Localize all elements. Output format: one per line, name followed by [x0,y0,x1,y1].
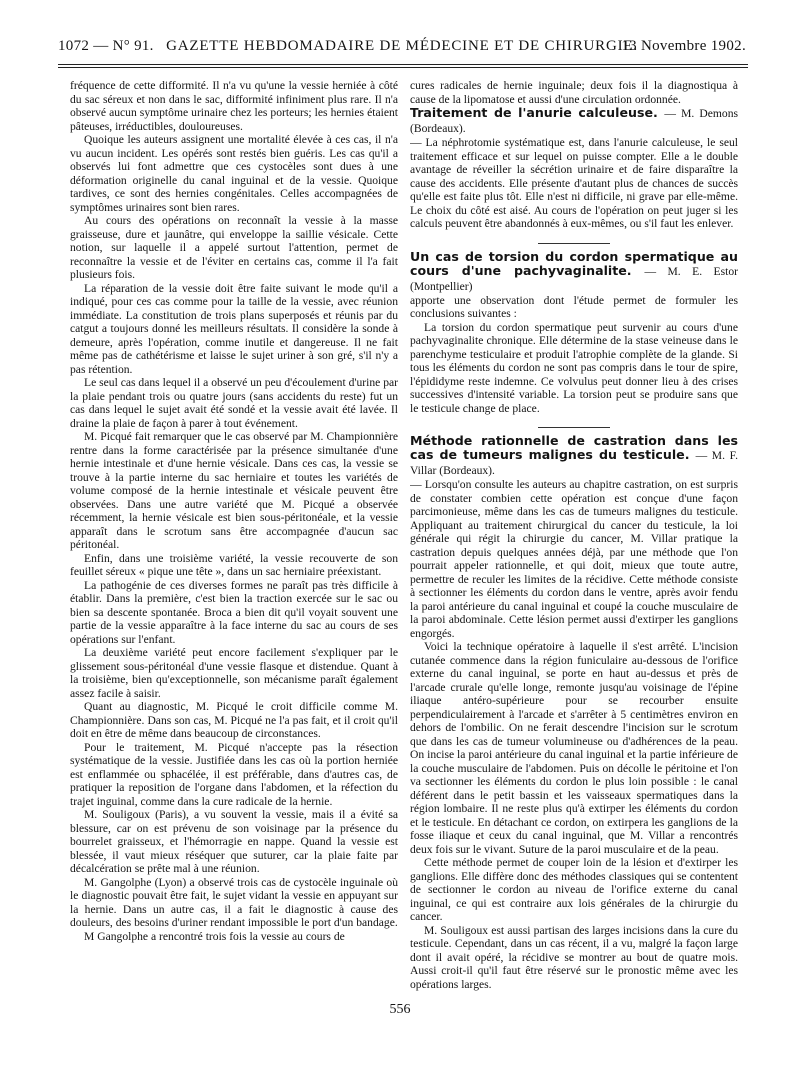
paragraph: Au cours des opérations on reconnaît la vessie à la masse graisseuse, dure et jaunâtre, qui enveloppe la saillie vésicale. Cette notion, sur laquelle il a appelé surtout l'attention, permet de reconnaître la vessie et de l'éviter en certains cas, comme il l'a fait plusieurs fois. [70,214,398,281]
section-divider [538,427,610,428]
right-column [410,79,738,1004]
article-title [410,434,738,478]
running-header [58,38,746,58]
paragraph: Le seul cas dans lequel il a observé un peu d'écoulement d'urine par la plaie pendant trois ou quatre jours (sans accidents du reste) fut un cas dans lequel le sujet avait été sondé et la vessie avait été lavée. Il draine la plaie de façon à parer à tout événement. [70,376,398,430]
section-divider [538,243,610,244]
article-title [410,106,738,136]
paragraph: M Gangolphe a rencontré trois fois la vessie au cours de [84,929,345,943]
paragraph: M. Picqué fait remarquer que le cas observé par M. Championnière rentre dans la forme caractérisée par la présence simultanée d'une hernie intestinale et d'une hernie vésicale. Dans ces cas, la vessie se trouve à la partie interne du sac herniaire et toutes les variétés de volume composé de la hernie intestinale et vésicale peuvent être observées. Dans une autre variété que M. Picqué a observée récemment, la hernie vésicale est bien sous-péritonéale, et la vessie apparaît dans le scrotum sans être accompagnée d'aucun sac péritonéal. [70,430,398,551]
header-rule [58,64,748,65]
paragraph: La deuxième variété peut encore facilement s'expliquer par le glissement sous-péritonéal d'une vessie flasque et distendue. Quant à la troisième, bien qu'exceptionnelle, son mécanisme paraît également assez facile à saisir. [70,646,398,700]
paragraph: apporte une observation dont l'étude permet de formuler les conclusions suivantes : [410,293,738,320]
paragraph: fréquence de cette difformité. Il n'a vu qu'une la vessie herniée à côté du sac séreux et non dans le sac, difformité infiniment plus rare. Il n'a observé aucun symptôme urinaire chez les porteurs; les hernies étaient pâteuses, irréductibles, douloureuses. [70,79,398,133]
article-heading: Un cas de torsion du cordon spermatique au cours d'une pachyvaginalite. [410,248,738,278]
paragraph: — Lorsqu'on consulte les auteurs au chapitre castration, on est surpris de constater combien cette opération est conçue d'une façon parcimonieuse, même dans les cas de tumeurs malignes du testicule. Appliquant au traitement chirurgical du cancer du testicule, la loi générale qui régit la chirurgie du cancer, M. Villar pratique la castration depuis quelques années déjà, par une méthode que l'on pourrait appeler rationnelle, et qui doit, mieux que toute autre, permettre de reculer les limites de la récidive. Cette méthode consiste à sectionner les éléments du cordon dans le ventre, après avoir fendu la paroi antérieure du canal inguinal et coupé la couche musculaire de la paroi abdominale. Cette lésion permet aussi d'extirper les ganglions engorgés. [410,478,738,640]
left-column [70,79,398,1004]
journal-title: GAZETTE HEBDOMADAIRE DE MÉDECINE ET DE CHIRURGIE. [166,38,638,54]
article-byline: — M. Demons (Bordeaux). [410,107,738,135]
paragraph: La pathogénie de ces diverses formes ne paraît pas très difficile à établir. Dans la première, c'est bien la traction exercée sur le sac ou bien sa descente spontanée. Broca a bien dit qu'il voyait souvent une partie de la vessie apparaître à la face interne du sac au cours de ses opérations sur l'enfant. [70,578,398,646]
paragraph: Pour le traitement, M. Picqué n'accepte pas la résection systématique de la vessie. Justifiée dans les cas où la portion herniée est enflammée ou sphacélée, il est préférable, dans d'autres cas, de pratiquer la reposition de l'organe dans l'abdomen, et la réfection du trajet inguinal, comme dans la cure radicale de la hernie. [70,740,398,808]
paragraph: Quant au diagnostic, M. Picqué le croit difficile comme M. Championnière. Dans son cas, M. Picqué ne l'a pas fait, et il croit qu'il doit en être de même dans beaucoup de circonstances. [70,700,398,740]
paragraph: — La néphrotomie systématique est, dans l'anurie calculeuse, le seul traitement efficace et sur lequel on puisse compter. Elle a le double avantage de réveiller la sécrétion urinaire et de faire disparaître la cause des accidents. Elle présente d'autant plus de chances de succès qu'elle est faite plus tôt. Elle n'est ni difficile, ni grave par elle-même. Le choix du côté est aisé. Au cours de l'opération on peut juger si les calculs peuvent être abandonnés à eux-mêmes, ou s'il faut les enlever. [410,136,738,230]
paragraph: Cette méthode permet de couper loin de la lésion et d'extirper les ganglions. Elle diffère donc des méthodes classiques qui se contentent de sectionner le cordon au niveau de l'orifice externe du canal inguinal, ce qui est contraire aux lois générales de la chirurgie du cancer. [410,856,738,923]
article-heading: Traitement de l'anurie calculeuse. [410,105,658,120]
paragraph: M. Souligoux (Paris), a vu souvent la vessie, mais il a évité sa blessure, car on est prévenu de son voisinage par la présence du bourrelet graisseux, et l'hémorragie en nappe. Quand la vessie est blessée, il vaut mieux réséquer que suturer, car la plaie faite par décalcération se prête mal à une réunion. [70,808,398,875]
issue-date: 13 Novembre 1902. [621,38,746,54]
paragraph: Enfin, dans une troisième variété, la vessie recouverte de son feuillet séreux « pique une tête », dans un sac herniaire préexistant. [70,551,398,578]
article-heading: Méthode rationnelle de castration dans les cas de tumeurs malignes du testicule. [410,433,738,462]
paragraph: M. Souligoux est aussi partisan des larges incisions dans la cure du testicule. Cependant, dans un cas récent, il a vu, malgré la façon large dont il avait opéré, la récidive se montrer au bout de quatre mois. Aussi croit-il qu'il faut être réservé sur le pronostic même avec les opérations larges. [410,923,738,991]
article-byline: — M. E. Estor (Montpellier) [410,264,738,293]
paragraph: Quoique les auteurs assignent une mortalité élevée à ces cas, il n'a vu aucun incident. Les opérés sont restés bien guéris. Les cas qu'il a observés lui font admettre que ces cystocèles sont dues à une déformation originelle du canal inguinal et de la vessie. Quoique tardives, ce sont des hernies congénitales. Celles accompagnées de symptômes urinaires sont bien rares. [70,133,398,214]
article-title [410,250,738,294]
paragraph: La réparation de la vessie doit être faite suivant le mode qu'il a indiqué, pour ces cas comme pour la taille de la vessie, avec réunion immédiate. La constitution de trois plans superposés et réunis par du catgut a toujours donné les meilleurs résultats. Il considère la sonde à demeure, après l'opération, comme inutile et dangereuse. Il ne fait même pas de cathétérisme et laisse le sujet uriner à son gré, s'il n'y a pas rétention. [70,281,398,376]
paragraph: La torsion du cordon spermatique peut survenir au cours d'une pachyvaginalite chronique. Elle détermine de la stase veineuse dans le parenchyme testiculaire et produit l'atrophie complète de la glande. Si tous les éléments du cordon ne sont pas compris dans le tour de spire, l'épididyme reste indemne. Ce volvulus peut donner lieu à des crises successives d'intensité variable. La torsion peut se produire sans que le testicule change de place. [410,320,738,415]
paragraph: cures radicales de hernie inguinale; deux fois il la diagnostiqua à cause de la lipomatose et aussi d'une circulation ordonnée. [410,79,738,106]
page-number-issue: 1072 — N° 91. [58,38,154,54]
paragraph: Voici la technique opératoire à laquelle il s'est arrêté. L'incision cutanée commence dans la région funiculaire au-dessous de l'orifice externe du canal inguinal, se porte en haut au-dessus et près de l'arcade crurale qu'elle longe, remonte jusqu'au voisinage de l'épine iliaque antéro-supérieure pour se recourber ensuite perpendiculairement à l'arcade et s'arrêter à 5 centimètres environ en dehors de l'ombilic. On ne ferait descendre l'incision sur le scrotum que dans les cas de tumeur volumineuse ou d'adhérences de la peau. On incise la paroi antérieure du canal inguinal et la partie inférieure de la couche musculaire de l'abdomen. Puis on décolle le péritoine et l'on va sectionner les éléments du cordon le plus loin possible : le canal déférent dans le petit bassin et les vaisseaux spermatiques dans la région lombaire. Il ne reste plus qu'à extirper les éléments du cordon et le testicule. En détachant ce cordon, on extirpera les ganglions de la fosse iliaque et ceux du canal inguinal, que M. Villar a rencontrés deux fois sur le vivant. Suture de la paroi musculaire et de la peau. [410,640,738,856]
article-byline: — M. F. Villar (Bordeaux). [410,449,738,477]
paragraph: M. Gangolphe (Lyon) a observé trois cas de cystocèle inguinale où le diagnostic pouvait être fait, le sujet vidant la vessie en appuyant sur la hernie. Dans un autre cas, il a fait le diagnostic à cause des douleurs, des besoins d'uriner rendant impossible le port d'un bandage. [70,875,398,929]
header-rule-double [58,67,748,68]
folio-number: 556 [389,1002,411,1017]
